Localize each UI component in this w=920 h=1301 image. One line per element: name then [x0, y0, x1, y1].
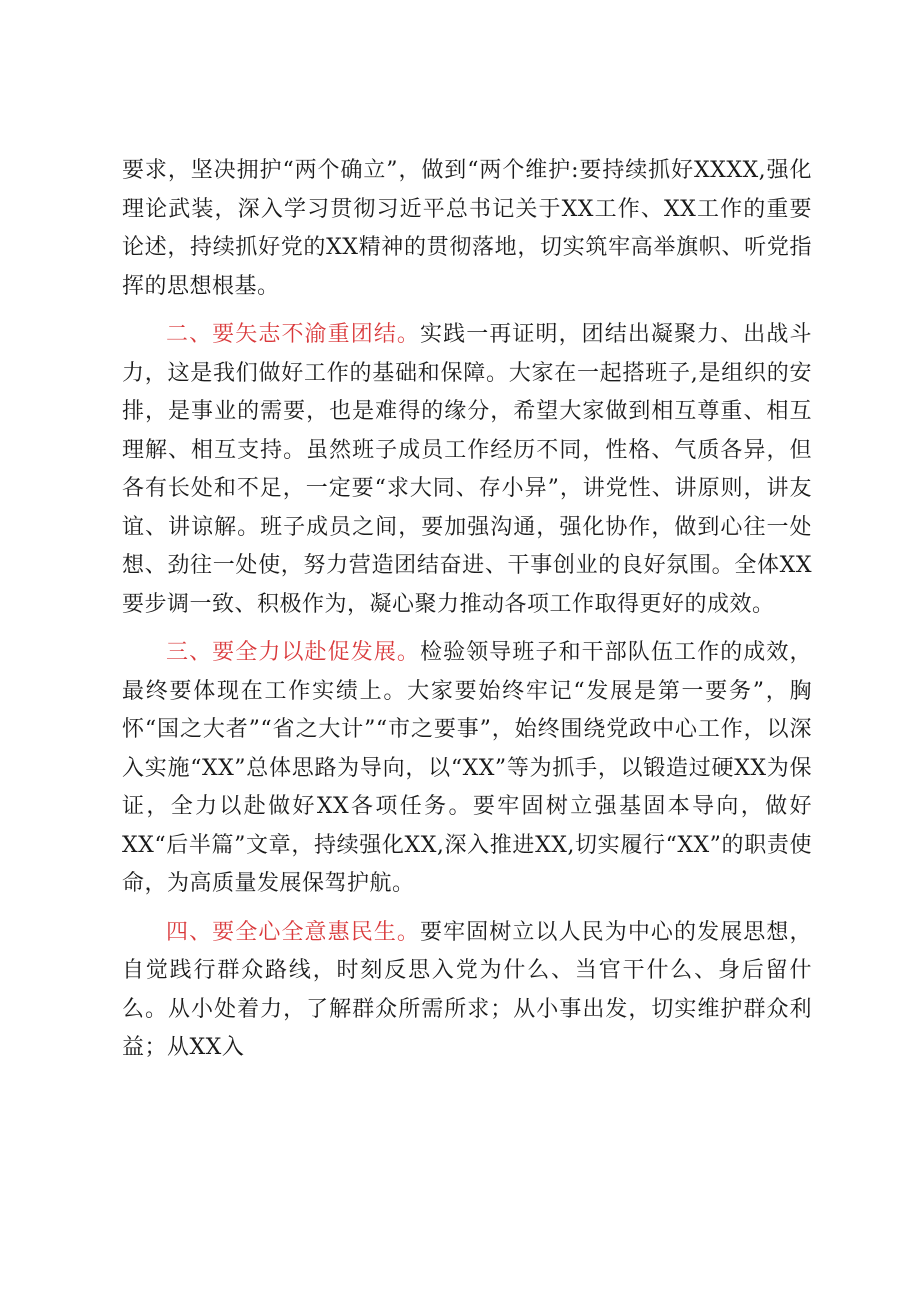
paragraph-4-heading: 四、要全心全意惠民生。: [166, 919, 421, 945]
paragraph-2-text: 实践一再证明，团结出凝聚力、出战斗力，这是我们做好工作的基础和保障。大家在一起搭班子,是组织的安排，是事业的需要，也是难得的缘分，希望大家做到相互尊重、相互理解、相互支持。虽然班子成员工作经历不同，性格、气质各异，但各有长处和不足，一定要“求大同、存小异”，讲党性、讲原则，讲友谊、讲谅解。班子成员之间，要加强沟通，强化协作，做到心往一处想、劲往一处使，努力营造团结奋进、干事创业的良好氛围。全体XX要步调一致、积极作为，凝心聚力推动各项工作取得更好的成效。: [122, 322, 812, 617]
paragraph-2: [122, 316, 812, 624]
paragraph-4-text: 要牢固树立以人民为中心的发展思想，自觉践行群众路线，时刻反思入党为什么、当官干什么、身后留什么。从小处着力，了解群众所需所求；从小事出发，切实维护群众利益；从XX入: [122, 919, 812, 1060]
paragraph-3-heading: 三、要全力以赴促发展。: [166, 640, 421, 665]
paragraph-2-heading: 二、要矢志不渝重团结。: [166, 322, 421, 347]
paragraph-4: [122, 914, 812, 1068]
paragraph-3: [122, 634, 812, 904]
paragraph-3-text: 检验领导班子和干部队伍工作的成效，最终要体现在工作实绩上。大家要始终牢记“发展是第一要务”，胸怀“国之大者”“省之大计”“市之要事”，始终围绕党政中心工作，以深入实施“XX”总体思路为导向，以“XX”等为抓手，以锻造过硬XX为保证，全力以赴做好XX各项任务。要牢固树立强基固本导向，做好XX“后半篇”文章，持续强化XX,深入推进XX,切实履行“XX”的职责使命，为高质量发展保驾护航。: [122, 640, 812, 896]
document-body: [122, 152, 812, 1068]
paragraph-1: [122, 152, 812, 306]
paragraph-1-text: 要求，坚决拥护“两个确立”，做到“两个维护:要持续抓好XXXX,强化理论武装，深入学习贯彻习近平总书记关于XX工作、XX工作的重要论述，持续抓好党的XX精神的贯彻落地，切实筑牢高举旗帜、听党指挥的思想根基。: [122, 158, 812, 299]
